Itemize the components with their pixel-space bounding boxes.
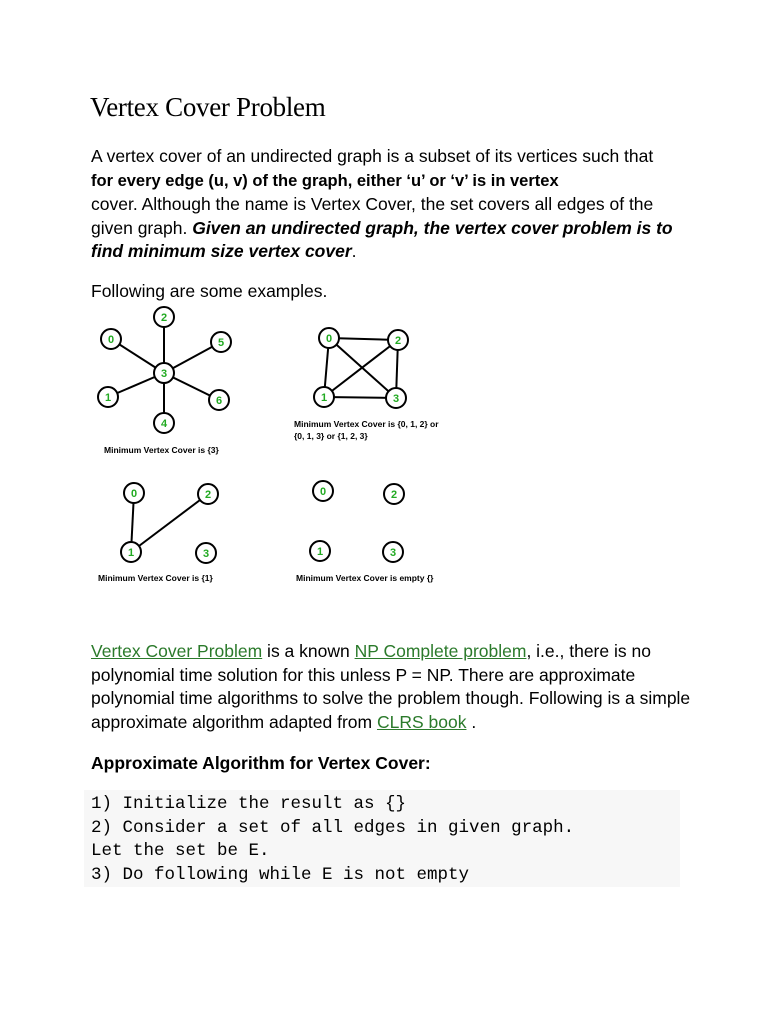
code-line: Let the set be E. — [91, 841, 270, 862]
example-caption: Minimum Vertex Cover is {0, 1, 2} or — [294, 419, 439, 429]
graph-node — [386, 388, 406, 408]
np-text-1: is a known — [262, 641, 355, 661]
graph-node — [319, 328, 339, 348]
graph-node — [154, 413, 174, 433]
graph-node — [198, 484, 218, 504]
page-title: Vertex Cover Problem — [90, 92, 326, 122]
algorithm-code-block — [84, 790, 680, 887]
graph-node — [121, 542, 141, 562]
intro-text-2: for every edge (u, v) of the graph, either ‘u’ or ‘v’ is in vertex — [91, 171, 559, 190]
node-label: 1 — [320, 392, 328, 404]
node-label: 5 — [217, 337, 225, 349]
example-complete-graph — [294, 328, 439, 441]
np-text-3: . — [466, 711, 477, 732]
node-label: 2 — [394, 335, 402, 347]
graph-node — [383, 542, 403, 562]
example-caption: {0, 1, 3} or {1, 2, 3} — [294, 431, 368, 441]
vertex-cover-problem-link[interactable]: Vertex Cover Problem — [91, 641, 263, 661]
graph-node — [310, 541, 330, 561]
np-text-2: , i.e., there is no polynomial time solution for this unless P = NP. There are approximate polynomial time algorithms to solve the problem though. Following is a simple approximate algorithm adapted from — [91, 641, 691, 732]
node-label: 2 — [390, 489, 398, 501]
graph-node — [384, 484, 404, 504]
node-label: 3 — [389, 547, 397, 559]
example-path-graph — [98, 483, 218, 583]
graph-node — [196, 543, 216, 563]
intro-emphasis: Given an undirected graph, the vertex cover problem is to find minimum size vertex cover — [91, 217, 673, 261]
example-empty-graph — [296, 481, 434, 583]
code-line: 2) Consider a set of all edges in given graph. — [91, 817, 575, 838]
graph-node — [211, 332, 231, 352]
node-label: 3 — [160, 368, 168, 380]
example-caption: Minimum Vertex Cover is {3} — [104, 445, 219, 455]
node-label: 2 — [204, 489, 212, 501]
node-label: 0 — [319, 486, 327, 498]
node-label: 2 — [160, 312, 168, 324]
example-caption: Minimum Vertex Cover is empty {} — [296, 573, 434, 583]
node-label: 0 — [130, 488, 138, 500]
intro-paragraph — [91, 145, 691, 264]
graph-node — [313, 481, 333, 501]
clrs-book-link[interactable]: CLRS book — [376, 711, 467, 732]
algorithm-heading: Approximate Algorithm for Vertex Cover: — [91, 753, 431, 773]
np-paragraph — [91, 640, 691, 734]
graph-node — [98, 387, 118, 407]
graph-node — [154, 363, 174, 383]
node-label: 3 — [202, 548, 210, 560]
node-label: 1 — [104, 392, 112, 404]
node-label: 3 — [392, 393, 400, 405]
node-label: 1 — [316, 546, 324, 558]
graph-node — [124, 483, 144, 503]
intro-text-1: A vertex cover of an undirected graph is a subset of its vertices such that — [91, 146, 654, 166]
node-label: 6 — [215, 395, 223, 407]
graph-node — [388, 330, 408, 350]
np-complete-link[interactable]: NP Complete problem — [354, 641, 527, 661]
graph-node — [314, 387, 334, 407]
code-line: 1) Initialize the result as {} — [91, 794, 407, 814]
node-label: 1 — [127, 547, 135, 559]
vertex-cover-examples-figure — [88, 300, 468, 600]
graph-node — [209, 390, 229, 410]
example-caption: Minimum Vertex Cover is {1} — [98, 573, 213, 583]
code-line: 3) Do following while E is not empty — [91, 865, 470, 886]
example-star-graph — [98, 307, 231, 455]
intro-period: . — [351, 241, 357, 261]
graph-node — [101, 329, 121, 349]
node-label: 0 — [325, 333, 333, 345]
node-label: 0 — [107, 334, 115, 346]
graph-node — [154, 307, 174, 327]
intro-text-3: cover. Although the name is Vertex Cover, the set covers all edges of the given graph. — [91, 194, 654, 238]
node-label: 4 — [160, 418, 168, 430]
examples-intro: Following are some examples. — [91, 281, 328, 301]
